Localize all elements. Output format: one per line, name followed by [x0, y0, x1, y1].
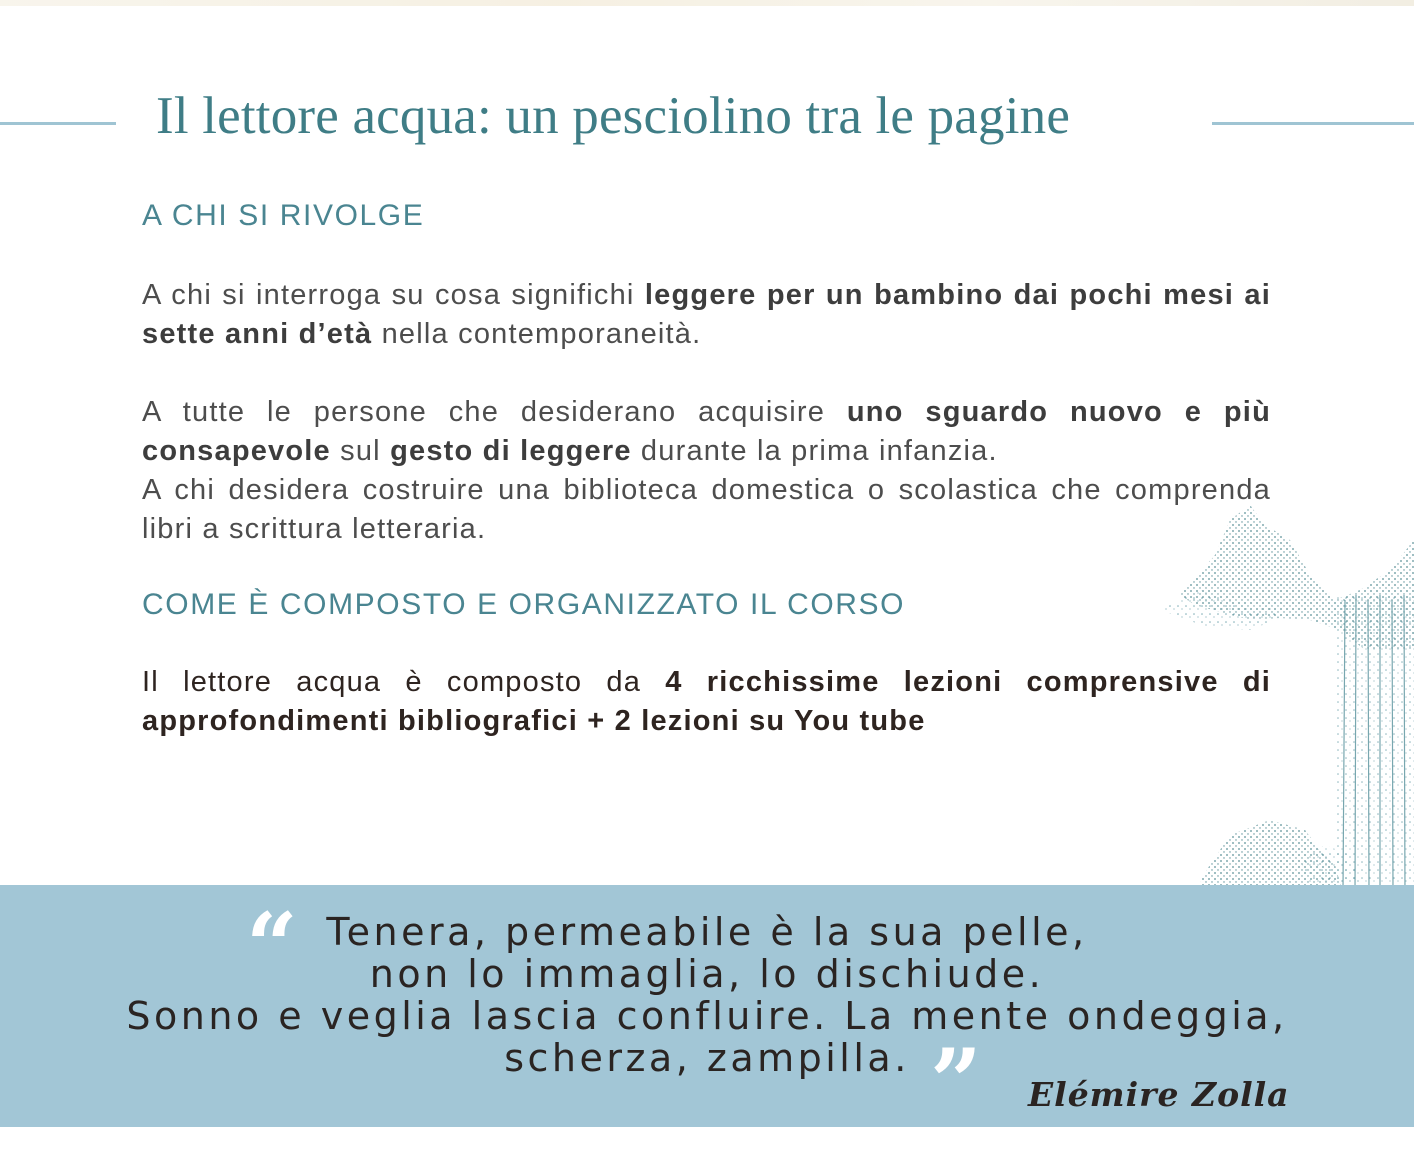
- title-row: [0, 86, 1414, 166]
- title-rule-left: [0, 122, 116, 125]
- quote-line: non lo immaglia, lo dischiude.: [369, 952, 1045, 996]
- text-span: A tutte le persone che desiderano acquisire: [142, 396, 847, 428]
- quote-author: Elémire Zolla: [1028, 1075, 1290, 1114]
- text-span: A chi si interroga su cosa significhi: [142, 279, 645, 311]
- quote-text: [0, 911, 1414, 1079]
- paragraph-audience-2: [142, 393, 1271, 471]
- paragraph-audience-3: A chi desidera costruire una biblioteca domestica o scolastica che comprenda libri a scrittura letteraria.: [142, 474, 1271, 545]
- text-span: nella contemporaneità.: [372, 318, 702, 350]
- main-content: [142, 196, 1271, 741]
- bold-span: 4 ricchissime lezioni comprensive di approfondimenti bibliografici + 2 lezioni su You tube: [142, 666, 1271, 737]
- bold-span: leggere per un bambino dai pochi mesi ai sette anni d’età: [142, 279, 1271, 350]
- paragraph-audience-1: [142, 276, 1271, 354]
- title-rule-right: [1212, 122, 1414, 125]
- waterfall-stream: [1335, 595, 1414, 895]
- paragraph-structure: [142, 663, 1271, 741]
- quote-line: scherza, zampilla.: [504, 1036, 910, 1080]
- quote-line: Tenera, permeabile è la sua pelle,: [326, 910, 1088, 954]
- top-decorative-band: [0, 0, 1414, 6]
- section-heading-audience: A CHI SI RIVOLGE: [142, 199, 425, 232]
- quote-band: [0, 885, 1414, 1135]
- bold-span: uno sguardo nuovo e più consapevole: [142, 396, 1271, 467]
- bold-span: gesto di leggere: [390, 435, 632, 467]
- text-span: durante la prima infanzia.: [631, 435, 998, 467]
- page-title: Il lettore acqua: un pesciolino tra le pagine: [156, 87, 1071, 145]
- close-quote-icon: ”: [930, 1029, 982, 1135]
- section-heading-structure: COME È COMPOSTO E ORGANIZZATO IL CORSO: [142, 588, 906, 621]
- text-span: Il lettore acqua è composto da: [142, 666, 666, 698]
- open-quote-icon: “: [246, 893, 298, 999]
- quote-line: Sonno e veglia lascia confluire. La mente ondeggia,: [126, 994, 1288, 1038]
- text-span: sul: [330, 435, 391, 467]
